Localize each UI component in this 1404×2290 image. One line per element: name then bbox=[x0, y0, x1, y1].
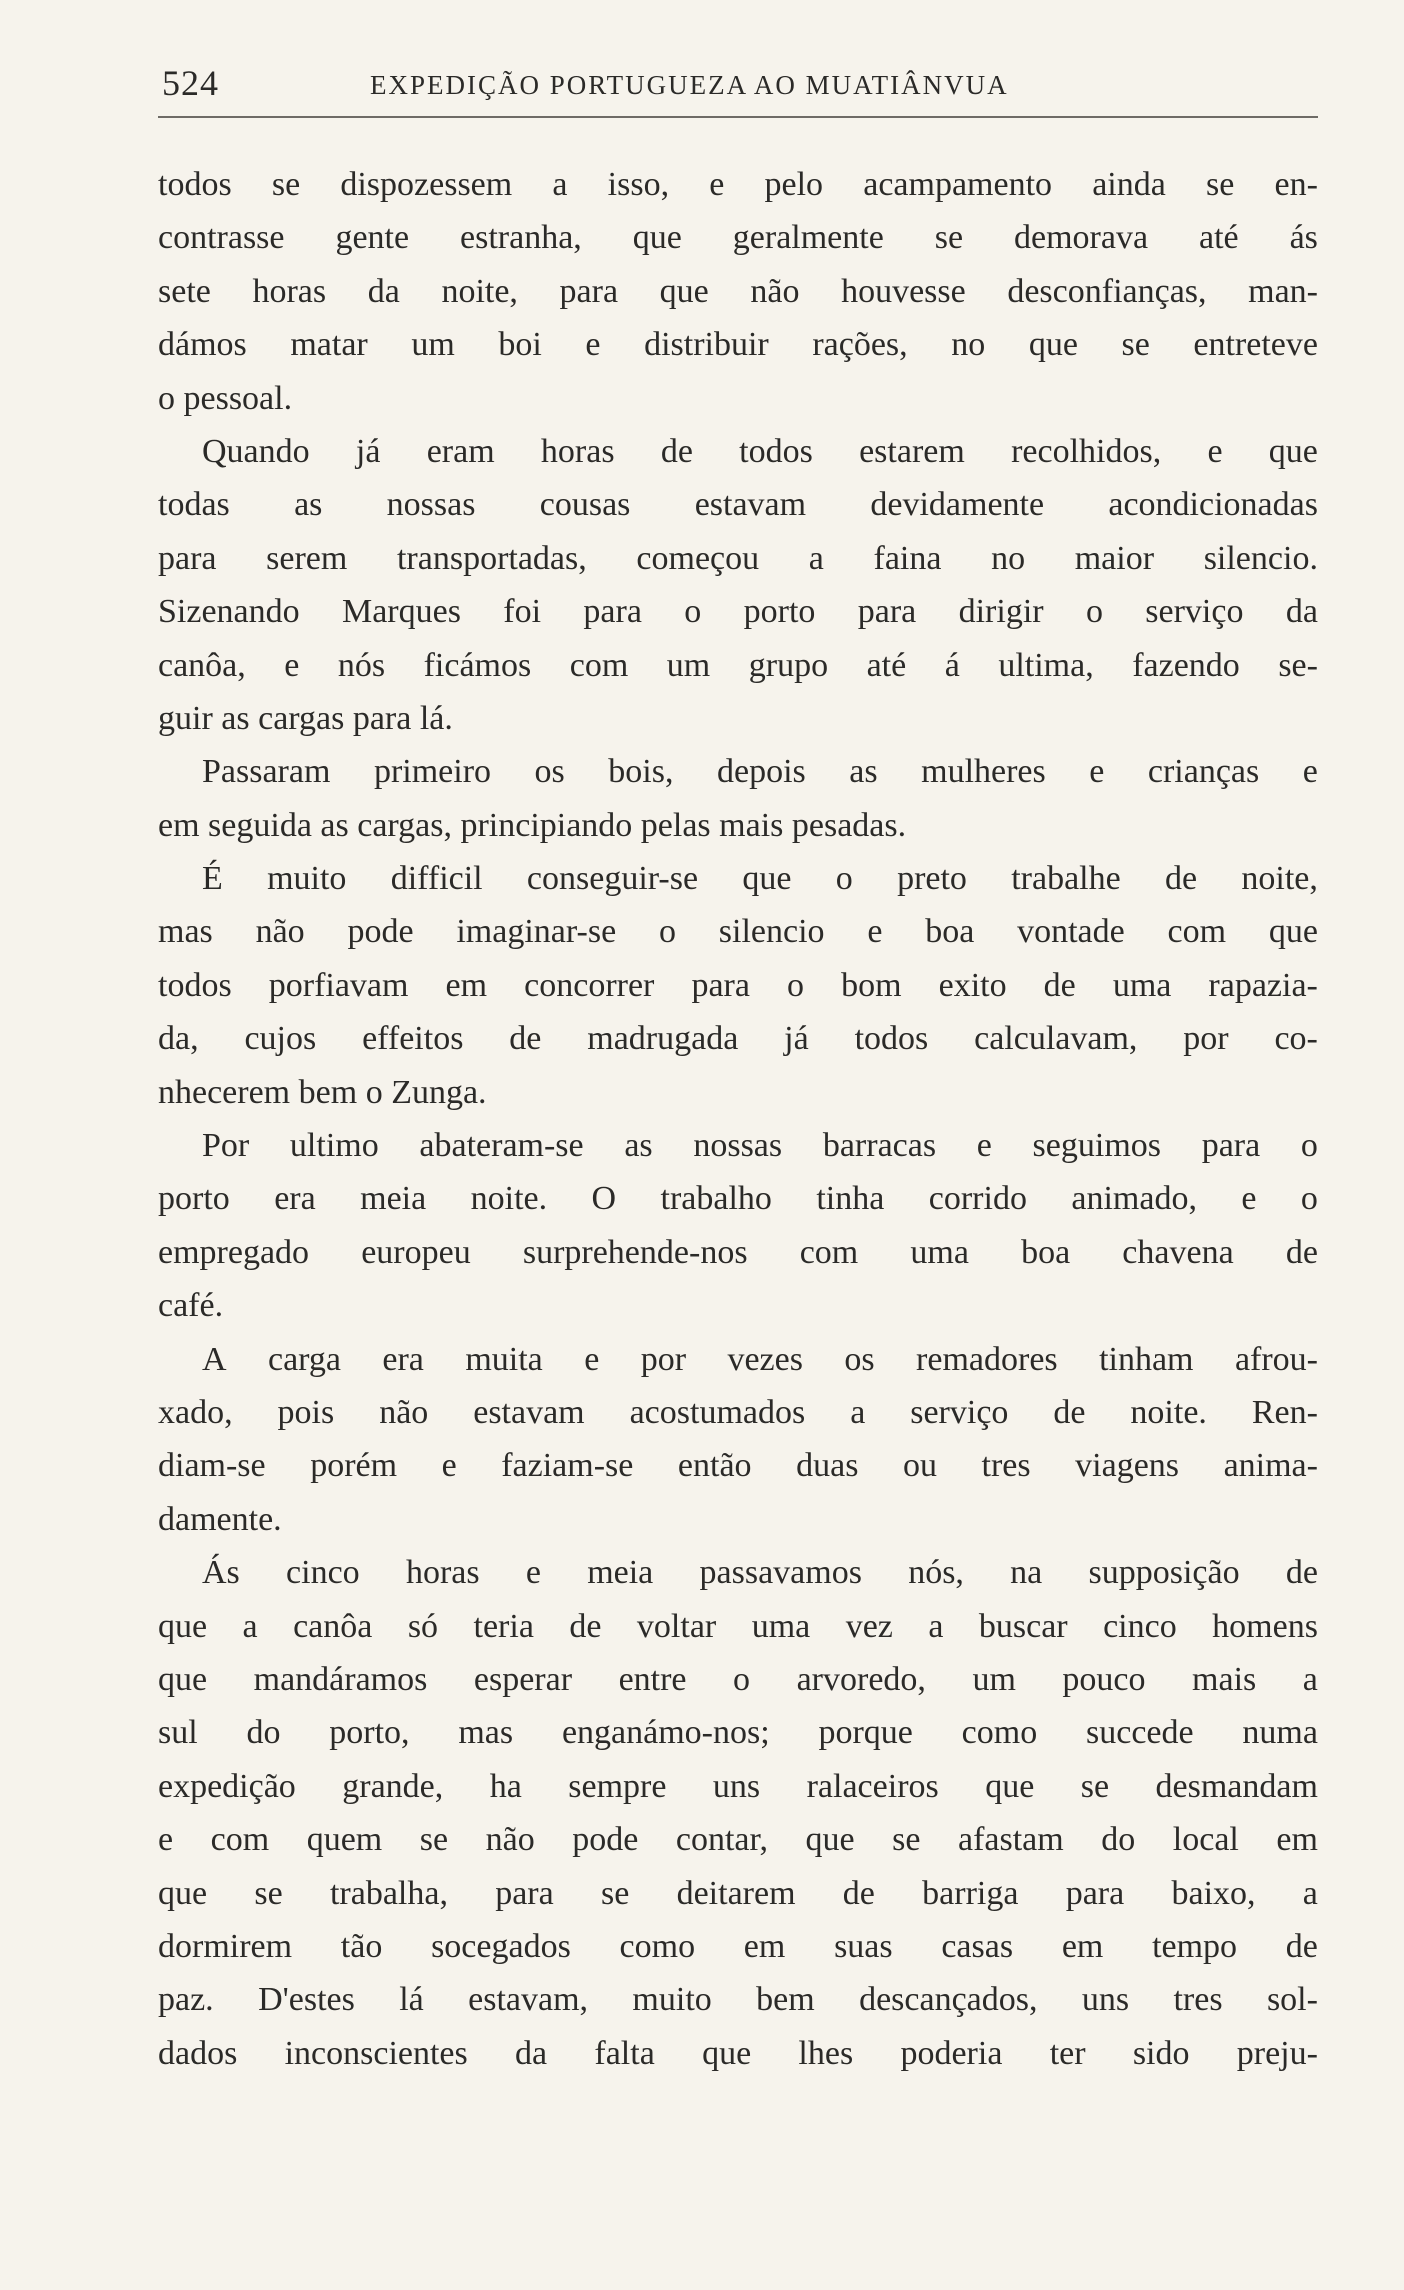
text-line: todas as nossas cousas estavam devidamente acondicionadas bbox=[158, 486, 1318, 524]
paragraph bbox=[158, 158, 1318, 425]
text-line: em seguida as cargas, principiando pelas mais pesadas. bbox=[158, 806, 907, 844]
text-line: Ás cinco horas e meia passavamos nós, na supposição de bbox=[202, 1554, 1318, 1592]
book-page bbox=[158, 54, 1318, 2080]
running-title: EXPEDIÇÃO PORTUGUEZA AO MUATIÂNVUA bbox=[370, 70, 1009, 100]
text-line: paz. D'estes lá estavam, muito bem descançados, uns tres sol- bbox=[158, 1981, 1318, 2019]
text-line: nhecerem bem o Zunga. bbox=[158, 1073, 487, 1111]
page-header bbox=[158, 54, 1318, 118]
text-line: dormirem tão socegados como em suas casas em tempo de bbox=[158, 1927, 1318, 1965]
text-line: todos porfiavam em concorrer para o bom exito de uma rapazia- bbox=[158, 966, 1318, 1004]
text-line: canôa, e nós ficámos com um grupo até á ultima, fazendo se- bbox=[158, 646, 1318, 684]
text-line: Sizenando Marques foi para o porto para dirigir o serviço da bbox=[158, 593, 1318, 631]
text-line: que mandáramos esperar entre o arvoredo, um pouco mais a bbox=[158, 1660, 1318, 1698]
text-line: Passaram primeiro os bois, depois as mulheres e crianças e bbox=[202, 753, 1318, 791]
text-line: que se trabalha, para se deitarem de barriga para baixo, a bbox=[158, 1874, 1318, 1912]
text-line: sul do porto, mas enganámo-nos; porque como succede numa bbox=[158, 1714, 1318, 1752]
text-line: A carga era muita e por vezes os remadores tinham afrou- bbox=[202, 1340, 1318, 1378]
paragraph bbox=[158, 1119, 1318, 1333]
text-line: empregado europeu surprehende-nos com uma boa chavena de bbox=[158, 1233, 1318, 1271]
text-line: Por ultimo abateram-se as nossas barracas e seguimos para o bbox=[202, 1127, 1318, 1165]
text-line: café. bbox=[158, 1287, 224, 1325]
text-line: dados inconscientes da falta que lhes poderia ter sido preju- bbox=[158, 2034, 1318, 2072]
text-line: todos se dispozessem a isso, e pelo acampamento ainda se en- bbox=[158, 166, 1318, 203]
text-line: contrasse gente estranha, que geralmente se demorava até ás bbox=[158, 219, 1318, 257]
text-line: mas não pode imaginar-se o silencio e boa vontade com que bbox=[158, 913, 1318, 951]
text-line: e com quem se não pode contar, que se afastam do local em bbox=[158, 1821, 1318, 1859]
text-line: o pessoal. bbox=[158, 379, 293, 417]
text-line: Quando já eram horas de todos estarem recolhidos, e que bbox=[202, 432, 1318, 470]
text-line: expedição grande, ha sempre uns ralaceiros que se desmandam bbox=[158, 1767, 1318, 1805]
text-line: diam-se porém e faziam-se então duas ou tres viagens anima- bbox=[158, 1447, 1318, 1485]
paragraph bbox=[158, 1546, 1318, 2080]
paragraph bbox=[158, 745, 1318, 852]
text-line: sete horas da noite, para que não houvesse desconfianças, man- bbox=[158, 272, 1318, 310]
text-line: porto era meia noite. O trabalho tinha corrido animado, e o bbox=[158, 1180, 1318, 1218]
text-line: que a canôa só teria de voltar uma vez a buscar cinco homens bbox=[158, 1607, 1318, 1645]
text-body bbox=[158, 158, 1318, 2080]
text-line: para serem transportadas, começou a faina no maior silencio. bbox=[158, 539, 1318, 577]
paragraph bbox=[158, 425, 1318, 745]
text-line: damente. bbox=[158, 1500, 282, 1538]
text-line: da, cujos effeitos de madrugada já todos calculavam, por co- bbox=[158, 1020, 1318, 1058]
page-number: 524 bbox=[162, 63, 219, 103]
paragraph bbox=[158, 852, 1318, 1119]
paragraph bbox=[158, 1333, 1318, 1547]
text-line: guir as cargas para lá. bbox=[158, 699, 453, 737]
text-line: xado, pois não estavam acostumados a serviço de noite. Ren- bbox=[158, 1393, 1318, 1431]
text-line: dámos matar um boi e distribuir rações, no que se entreteve bbox=[158, 326, 1318, 364]
text-line: É muito difficil conseguir-se que o preto trabalhe de noite, bbox=[202, 860, 1318, 898]
